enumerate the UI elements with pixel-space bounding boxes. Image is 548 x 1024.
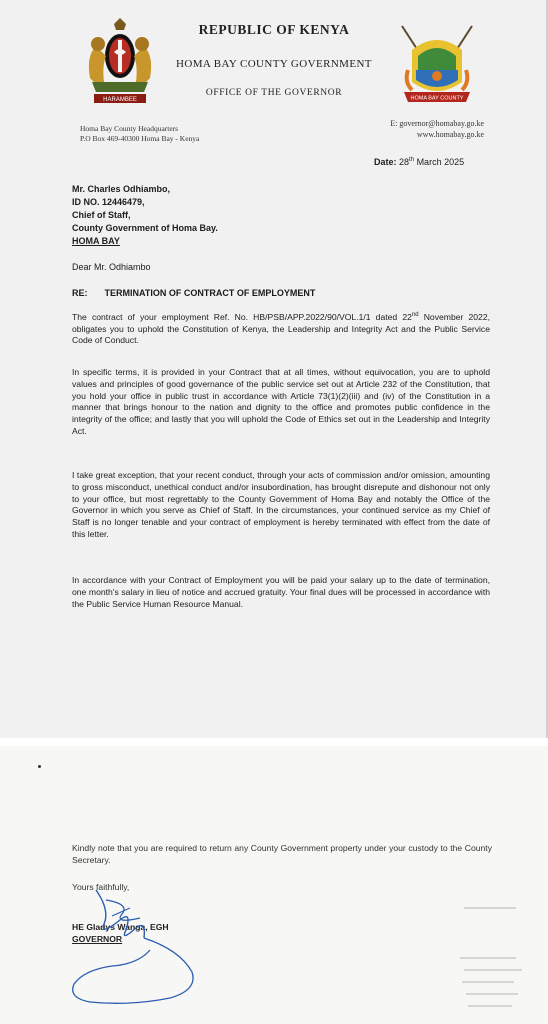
recipient-name: Mr. Charles Odhiambo, (72, 184, 171, 194)
subject-line (72, 288, 315, 298)
signer-name: HE Gladys Wanga, EGH (72, 922, 169, 932)
crest-motto: HARAMBEE (103, 97, 137, 103)
date-day: 28 (399, 157, 410, 167)
paragraph-contract-reference (72, 310, 490, 347)
paragraph-termination: I take great exception, that your recent conduct, through your acts of commission and/or omission, amounting to gross misconduct, unethical conduct and/or insubordination, has brought disrepute and dishonour not only to your office, but most regrettably to the County Government of Homa Bay and notably the Office of the Governor in which you serve as Chief of Staff. In the circumstances, your continued service as my Chief of Staff is no longer tenable and your contract of employment is hereby terminated with effect from the date of this letter. (72, 470, 490, 539)
paragraph-final-dues: In accordance with your Contract of Employment you will be paid your salary up to the date of termination, one month's salary in lieu of notice and accrued gratuity. Your final dues will be processed in accordance with the Public Service Human Resource Manual. (72, 575, 490, 609)
salutation: Dear Mr. Odhiambo (72, 262, 151, 272)
contact-info (360, 118, 484, 140)
paragraph-1-sup: nd (411, 312, 419, 318)
signer-block (72, 921, 169, 945)
paragraph-1a: The contract of your employment Ref. No. HB/PSB/APP.2022/90/VOL.1/1 dated 22 (72, 311, 412, 322)
date-rest: March 2025 (414, 157, 465, 167)
recipient-org: County Government of Homa Bay. (72, 223, 218, 233)
scan-speck (38, 765, 41, 768)
signer-title: GOVERNOR (72, 934, 123, 944)
address-line-1: Homa Bay County Headquarters (80, 124, 179, 133)
recipient-title: Chief of Staff, (72, 210, 131, 220)
republic-heading: REPUBLIC OF KENYA (198, 22, 350, 37)
address-line-2: P.O Box 469-40300 Homa Bay - Kenya (80, 134, 200, 143)
website-address: www.homabay.go.ke (416, 130, 484, 139)
property-return-note: Kindly note that you are required to return any County Government property under your custody to the County Secretary. (72, 843, 492, 865)
date-label: Date: (374, 157, 397, 167)
letter-date (374, 157, 464, 167)
recipient-id: ID NO. 12446479, (72, 197, 145, 207)
office-heading: OFFICE OF THE GOVERNOR (205, 88, 343, 98)
date-suffix: th (409, 157, 415, 163)
recipient-town: HOMA BAY (72, 236, 120, 246)
postal-address (80, 124, 199, 144)
subject-text: TERMINATION OF CONTRACT OF EMPLOYMENT (104, 288, 316, 298)
closing-line: Yours faithfully, (72, 882, 130, 892)
paragraph-1b: November 2022, obligates you to uphold the Constitution of Kenya, the Leadership and Integrity Act and the Public Service Code of Conduct. (72, 311, 491, 346)
homa-bay-county-crest-icon (398, 20, 476, 112)
page-divider (0, 738, 548, 746)
crest-banner: HOMA BAY COUNTY (410, 95, 464, 102)
email-address: E: governor@homabay.go.ke (390, 119, 484, 128)
county-heading: HOMA BAY COUNTY GOVERNMENT (176, 58, 372, 70)
subject-label: RE: (72, 288, 88, 298)
recipient-block (72, 183, 218, 248)
paragraph-specific-terms: In specific terms, it is provided in your Contract that at all times, without equivocation, you are to uphold values and principles of good governance of the public service set out at Article 232 of the Constitution, that you hold your office in public trust in accordance with Article 73(1)(2)(iii) and (iv) of the Constitution in a manner that brings honour to the nation and dignity to the office and promotes public confidence in the integrity of the office; and lastly that you will uphold the Code of Ethics set out in the Leadership and Integrity Act. (72, 367, 490, 436)
